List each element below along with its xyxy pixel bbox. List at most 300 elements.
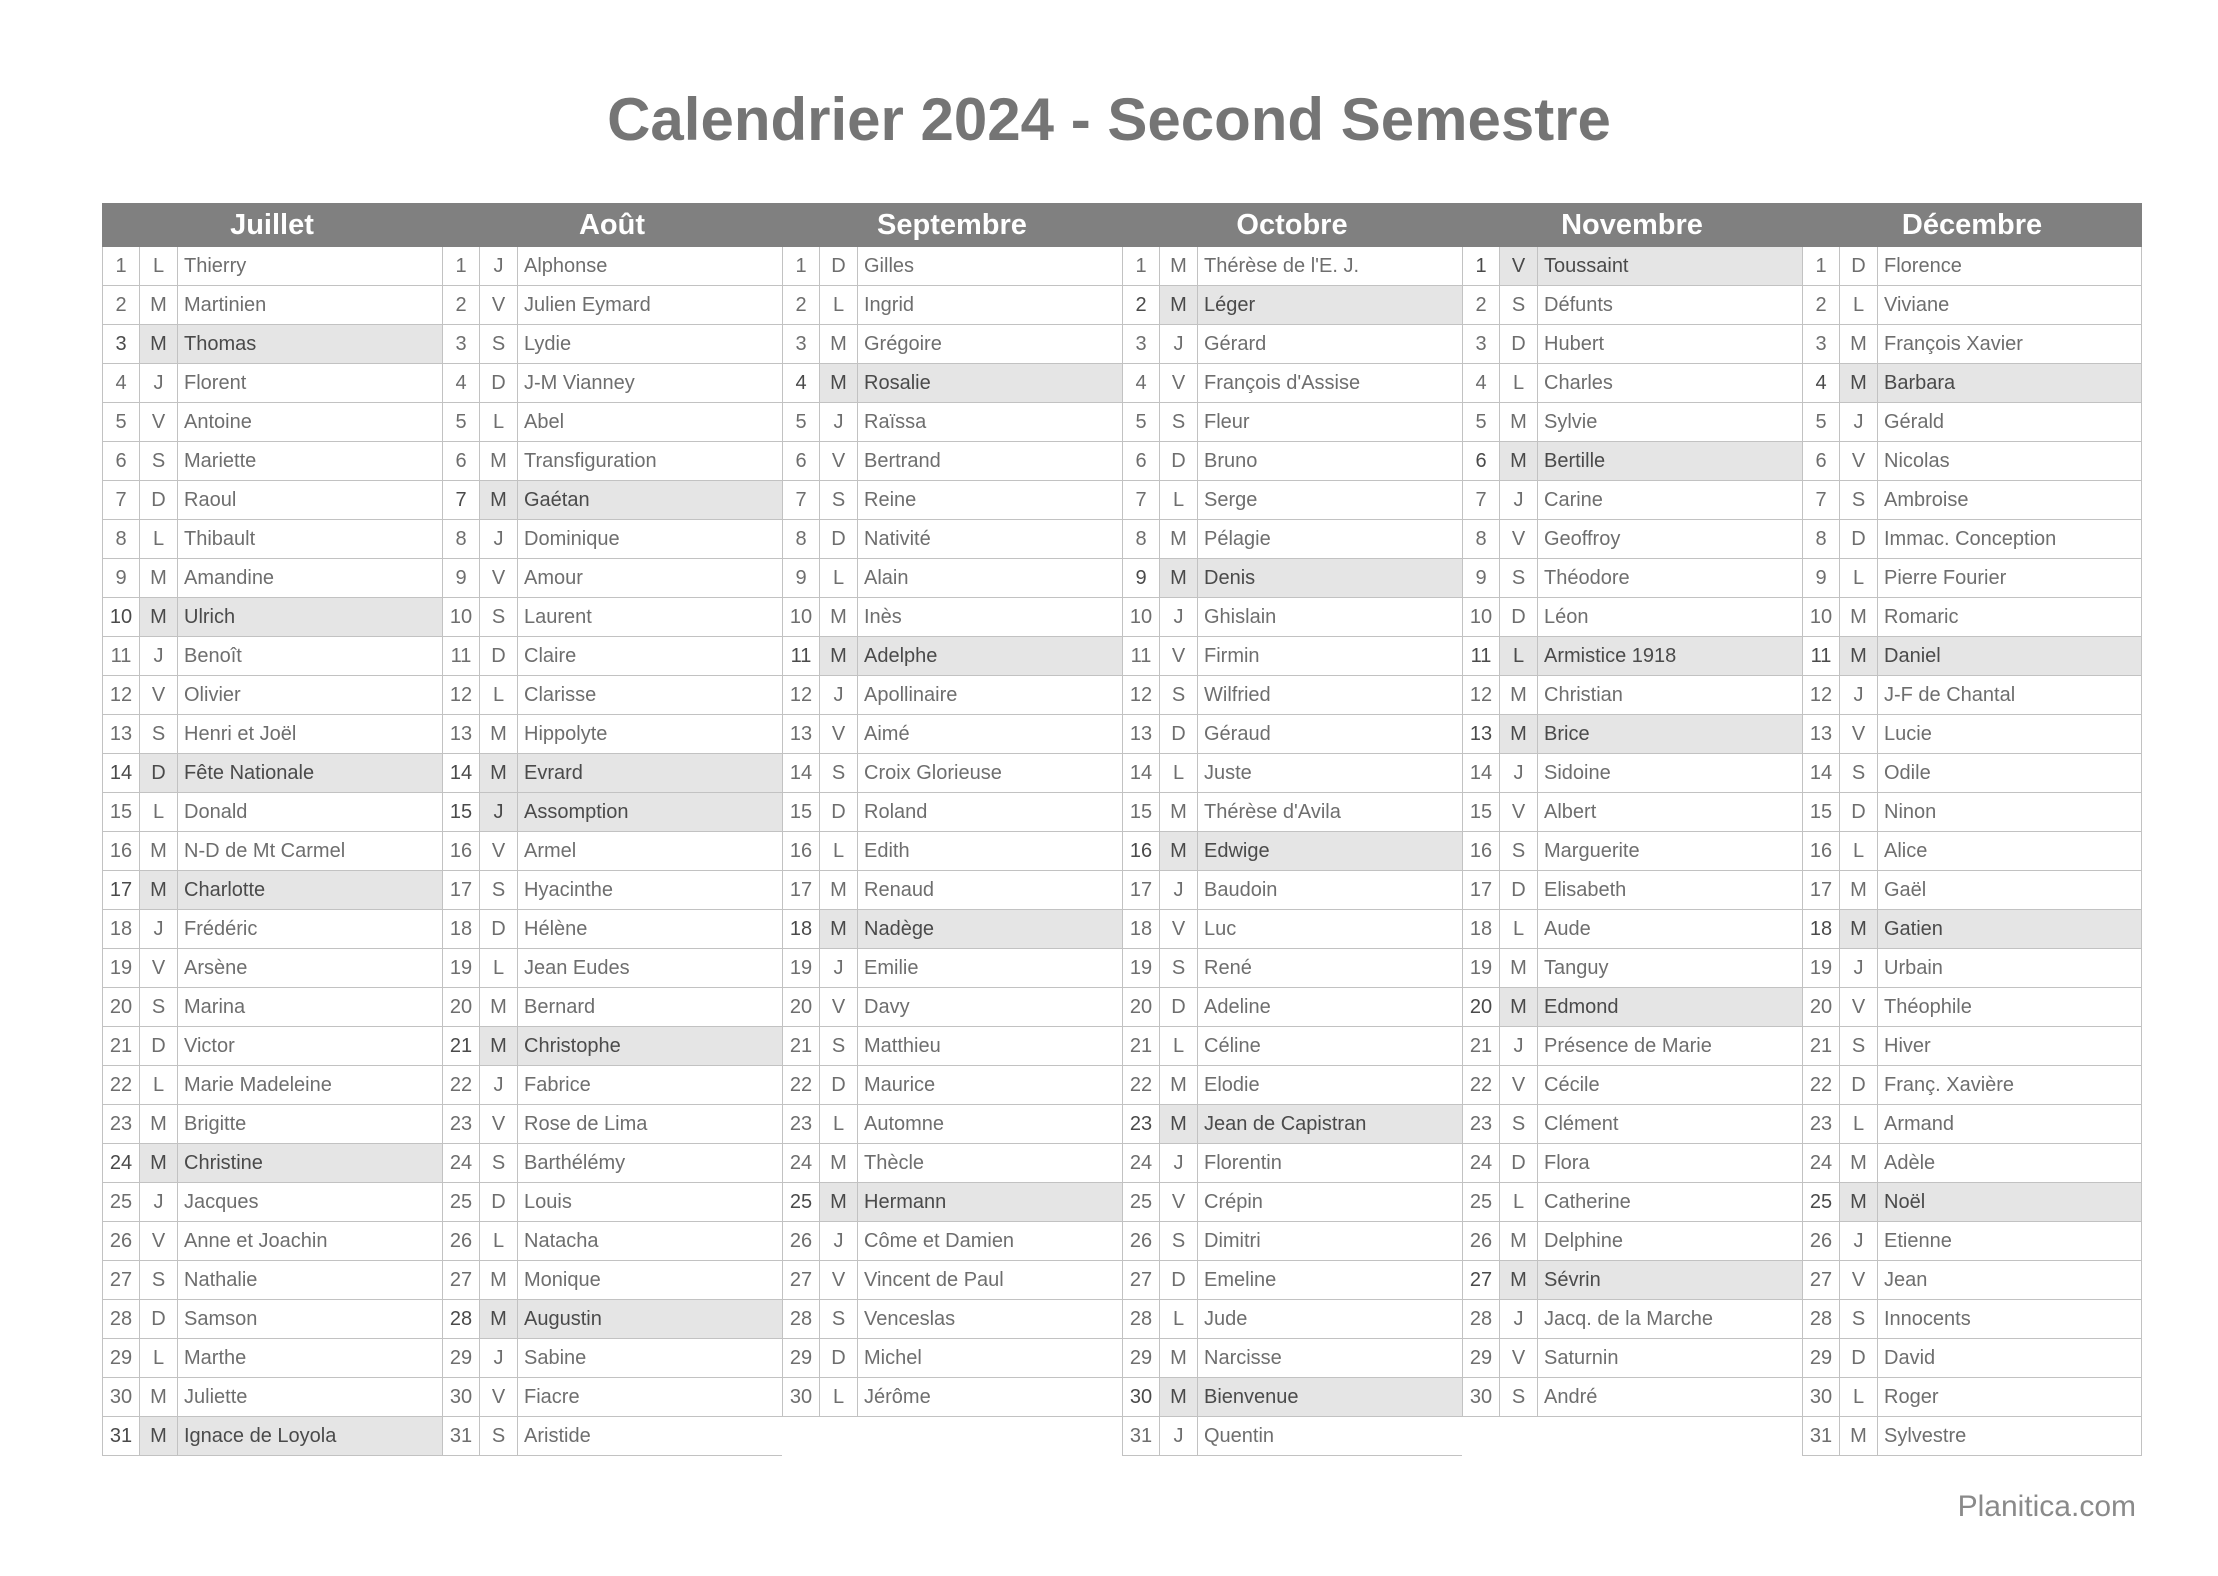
day-row [1463, 871, 1802, 910]
saint-name: Arsène [184, 957, 248, 979]
day-row [1123, 637, 1462, 676]
day-row [103, 676, 442, 715]
saint-name: Raoul [184, 489, 237, 511]
day-number: 31 [1803, 1417, 1840, 1455]
day-of-week: V [820, 715, 858, 753]
saint-name: Fabrice [524, 1074, 591, 1096]
day-of-week: D [140, 754, 178, 792]
day-number: 27 [1803, 1261, 1840, 1299]
saint-name: Bruno [1204, 450, 1258, 472]
saint-name: Présence de Marie [1544, 1035, 1712, 1057]
day-number: 15 [103, 793, 140, 831]
day-of-week: J [1840, 403, 1878, 441]
day-number: 29 [1803, 1339, 1840, 1377]
day-row [783, 1183, 1122, 1222]
day-of-week: S [1500, 559, 1538, 597]
day-row [103, 988, 442, 1027]
saint-name: Cécile [1544, 1074, 1600, 1096]
day-row [443, 1144, 782, 1183]
saint-name: David [1884, 1347, 1936, 1369]
day-number: 30 [1123, 1378, 1160, 1416]
day-of-week: L [1500, 1183, 1538, 1221]
saint-name: Aristide [524, 1425, 591, 1447]
day-of-week: V [140, 676, 178, 714]
day-row [783, 1144, 1122, 1183]
saint-name: Ambroise [1884, 489, 1969, 511]
day-of-week: S [1840, 1027, 1878, 1065]
saint-name: Martinien [184, 294, 267, 316]
day-of-week: M [1500, 676, 1538, 714]
day-row [1463, 1105, 1802, 1144]
day-row [1123, 793, 1462, 832]
day-row [1803, 1339, 2141, 1378]
day-number: 7 [1803, 481, 1840, 519]
day-number: 5 [1123, 403, 1160, 441]
day-number: 4 [1463, 364, 1500, 402]
day-of-week: M [480, 754, 518, 792]
day-of-week: L [1500, 364, 1538, 402]
day-number: 28 [1463, 1300, 1500, 1338]
day-row [1463, 364, 1802, 403]
saint-name: Armand [1884, 1113, 1955, 1135]
day-number: 29 [1463, 1339, 1500, 1377]
saint-name: Davy [864, 996, 910, 1018]
saint-name: Alain [864, 567, 909, 589]
day-row [443, 1066, 782, 1105]
day-row [1803, 637, 2141, 676]
day-row [443, 1183, 782, 1222]
day-row [1463, 1300, 1802, 1339]
saint-name: Nadège [864, 918, 935, 940]
day-of-week: L [140, 520, 178, 558]
saint-name: Céline [1204, 1035, 1261, 1057]
day-row [1123, 988, 1462, 1027]
day-number: 10 [1463, 598, 1500, 636]
day-number: 9 [443, 559, 480, 597]
day-number: 14 [103, 754, 140, 792]
day-row [443, 286, 782, 325]
day-row [1463, 1027, 1802, 1066]
saint-name: Sévrin [1544, 1269, 1601, 1291]
day-of-week: M [820, 364, 858, 402]
day-number: 22 [1123, 1066, 1160, 1104]
day-row [1803, 403, 2141, 442]
day-of-week: S [140, 715, 178, 753]
saint-name: Emilie [864, 957, 919, 979]
day-of-week: M [820, 637, 858, 675]
day-of-week: M [140, 598, 178, 636]
day-of-week: V [820, 988, 858, 1026]
day-of-week: L [140, 1066, 178, 1104]
day-of-week: M [140, 559, 178, 597]
day-number: 28 [783, 1300, 820, 1338]
saint-name: Immac. Conception [1884, 528, 2057, 550]
day-number: 12 [1123, 676, 1160, 714]
saint-name: Florentin [1204, 1152, 1282, 1174]
day-of-week: M [1500, 949, 1538, 987]
day-of-week: L [480, 949, 518, 987]
day-of-week: D [1500, 871, 1538, 909]
day-of-week: M [1160, 247, 1198, 285]
day-row [1123, 247, 1462, 286]
day-row [1803, 559, 2141, 598]
day-number: 20 [443, 988, 480, 1026]
day-row [443, 1339, 782, 1378]
day-row [783, 832, 1122, 871]
page-title: Calendrier 2024 - Second Semestre [607, 86, 1611, 153]
saint-name: Clarisse [524, 684, 597, 706]
day-number: 18 [103, 910, 140, 948]
saint-name: Antoine [184, 411, 252, 433]
day-of-week: S [1160, 949, 1198, 987]
day-number: 25 [443, 1183, 480, 1221]
day-row [1803, 325, 2141, 364]
saint-name: René [1204, 957, 1252, 979]
saint-name: Edwige [1204, 840, 1270, 862]
day-row [1123, 442, 1462, 481]
day-row [1803, 247, 2141, 286]
day-number: 24 [443, 1144, 480, 1182]
day-row [1123, 598, 1462, 637]
month-column-6 [1802, 203, 2142, 1456]
day-number: 6 [103, 442, 140, 480]
day-of-week: D [820, 793, 858, 831]
saint-name: Monique [524, 1269, 601, 1291]
saint-name: Juste [1204, 762, 1252, 784]
saint-name: Olivier [184, 684, 241, 706]
day-number: 18 [443, 910, 480, 948]
saint-name: Odile [1884, 762, 1931, 784]
day-row [783, 1300, 1122, 1339]
day-of-week: V [140, 949, 178, 987]
saint-name: Bienvenue [1204, 1386, 1299, 1408]
day-of-week: L [1840, 1105, 1878, 1143]
day-number: 20 [783, 988, 820, 1026]
day-of-week: J [1160, 871, 1198, 909]
day-of-week: J [480, 247, 518, 285]
day-of-week: M [140, 871, 178, 909]
day-of-week: S [1500, 286, 1538, 324]
day-row [1463, 442, 1802, 481]
saint-name: Elisabeth [1544, 879, 1627, 901]
brand-footer[interactable]: Planitica.com [1957, 1490, 2136, 1523]
day-number: 5 [783, 403, 820, 441]
day-number: 23 [103, 1105, 140, 1143]
day-of-week: V [1160, 1183, 1198, 1221]
day-of-week: J [820, 949, 858, 987]
day-row [443, 1222, 782, 1261]
day-of-week: M [480, 988, 518, 1026]
day-of-week: M [1500, 1222, 1538, 1260]
saint-name: Jacques [184, 1191, 259, 1213]
saint-name: Hippolyte [524, 723, 608, 745]
day-row [103, 910, 442, 949]
day-number: 11 [103, 637, 140, 675]
saint-name: Charlotte [184, 879, 266, 901]
day-row [1803, 871, 2141, 910]
day-row [1803, 1066, 2141, 1105]
saint-name: Sidoine [1544, 762, 1611, 784]
day-of-week: M [1840, 1417, 1878, 1455]
day-number: 28 [1803, 1300, 1840, 1338]
saint-name: Barbara [1884, 372, 1956, 394]
saint-name: Croix Glorieuse [864, 762, 1002, 784]
day-of-week: M [480, 481, 518, 519]
saint-name: Aimé [864, 723, 910, 745]
day-number: 19 [103, 949, 140, 987]
day-number: 26 [443, 1222, 480, 1260]
day-of-week: L [480, 676, 518, 714]
saint-name: François Xavier [1884, 333, 2023, 355]
day-row [1463, 1339, 1802, 1378]
saint-name: Viviane [1884, 294, 1950, 316]
day-row [443, 949, 782, 988]
day-number: 24 [103, 1144, 140, 1182]
day-number: 27 [1123, 1261, 1160, 1299]
day-number: 10 [443, 598, 480, 636]
day-of-week: J [1840, 676, 1878, 714]
day-number: 1 [103, 247, 140, 285]
saint-name: Théodore [1544, 567, 1630, 589]
saint-name: Amandine [184, 567, 275, 589]
day-row [1803, 676, 2141, 715]
day-row [443, 325, 782, 364]
day-number: 14 [783, 754, 820, 792]
day-of-week: M [140, 1378, 178, 1416]
day-row [1803, 754, 2141, 793]
saint-name: Gatien [1884, 918, 1943, 940]
day-list [442, 247, 782, 1456]
saint-name: Abel [524, 411, 565, 433]
day-number: 25 [1123, 1183, 1160, 1221]
saint-name: André [1544, 1386, 1598, 1408]
day-of-week: S [1160, 676, 1198, 714]
day-number: 21 [103, 1027, 140, 1065]
day-row [103, 442, 442, 481]
saint-name: Sylvestre [1884, 1425, 1967, 1447]
day-number: 3 [1123, 325, 1160, 363]
day-number: 1 [443, 247, 480, 285]
day-of-week: M [140, 325, 178, 363]
day-row [783, 949, 1122, 988]
saint-name: Laurent [524, 606, 592, 628]
saint-name: Julien Eymard [524, 294, 651, 316]
day-of-week: J [820, 403, 858, 441]
day-of-week: M [1500, 442, 1538, 480]
saint-name: Thomas [184, 333, 257, 355]
day-of-week: S [1840, 754, 1878, 792]
day-of-week: V [1500, 1339, 1538, 1377]
day-of-week: S [820, 754, 858, 792]
saint-name: Alphonse [524, 255, 608, 277]
day-of-week: S [480, 598, 518, 636]
day-of-week: M [1160, 1378, 1198, 1416]
day-row [1803, 1222, 2141, 1261]
day-of-week: D [1840, 1066, 1878, 1104]
day-number: 29 [1123, 1339, 1160, 1377]
day-number: 21 [783, 1027, 820, 1065]
day-number: 24 [1123, 1144, 1160, 1182]
saint-name: Assomption [524, 801, 629, 823]
day-number: 27 [783, 1261, 820, 1299]
day-of-week: V [1840, 988, 1878, 1026]
saint-name: Anne et Joachin [184, 1230, 328, 1252]
day-row [783, 364, 1122, 403]
day-row [783, 1066, 1122, 1105]
day-number: 28 [1123, 1300, 1160, 1338]
day-number: 26 [1463, 1222, 1500, 1260]
saint-name: Venceslas [864, 1308, 956, 1330]
saint-name: Emeline [1204, 1269, 1277, 1291]
day-of-week: M [1840, 325, 1878, 363]
day-number: 13 [103, 715, 140, 753]
day-number: 31 [1123, 1417, 1160, 1455]
day-row [783, 1222, 1122, 1261]
day-of-week: J [480, 1066, 518, 1104]
day-row [1803, 832, 2141, 871]
day-of-week: S [480, 1417, 518, 1455]
day-number: 29 [443, 1339, 480, 1377]
day-of-week: L [140, 247, 178, 285]
day-number: 5 [1463, 403, 1500, 441]
day-of-week: V [820, 442, 858, 480]
day-number: 3 [783, 325, 820, 363]
day-row [103, 1222, 442, 1261]
saint-name: Roland [864, 801, 928, 823]
day-row [103, 1105, 442, 1144]
day-number: 13 [1463, 715, 1500, 753]
saint-name: Lucie [1884, 723, 1932, 745]
day-number: 13 [443, 715, 480, 753]
day-number: 8 [1803, 520, 1840, 558]
day-row [1123, 1027, 1462, 1066]
day-number: 17 [443, 871, 480, 909]
day-of-week: M [480, 442, 518, 480]
saint-name: Etienne [1884, 1230, 1952, 1252]
day-row [783, 1027, 1122, 1066]
saint-name: Ninon [1884, 801, 1937, 823]
day-row [103, 286, 442, 325]
saint-name: Jean [1884, 1269, 1928, 1291]
day-of-week: D [140, 1300, 178, 1338]
day-number: 7 [103, 481, 140, 519]
day-row [443, 832, 782, 871]
day-of-week: J [1160, 1417, 1198, 1455]
day-row [1803, 481, 2141, 520]
day-number: 18 [1463, 910, 1500, 948]
day-row [783, 247, 1122, 286]
saint-name: Daniel [1884, 645, 1941, 667]
day-of-week: L [140, 1339, 178, 1377]
day-row [783, 793, 1122, 832]
day-number: 1 [783, 247, 820, 285]
day-row [443, 1027, 782, 1066]
saint-name: Inès [864, 606, 902, 628]
day-of-week: V [1500, 520, 1538, 558]
saint-name: Bernard [524, 996, 596, 1018]
day-number: 25 [783, 1183, 820, 1221]
saint-name: Raïssa [864, 411, 927, 433]
day-number: 25 [103, 1183, 140, 1221]
saint-name: Claire [524, 645, 577, 667]
saint-name: Delphine [1544, 1230, 1623, 1252]
day-of-week: J [480, 1339, 518, 1377]
day-of-week: L [1160, 754, 1198, 792]
day-row [783, 1105, 1122, 1144]
day-row [443, 1417, 782, 1456]
day-row [103, 598, 442, 637]
day-row [1463, 793, 1802, 832]
day-row [443, 988, 782, 1027]
month-column-1 [102, 203, 442, 1456]
day-row [1803, 793, 2141, 832]
saint-name: Augustin [524, 1308, 602, 1330]
day-number: 16 [783, 832, 820, 870]
day-number: 5 [103, 403, 140, 441]
day-number: 12 [103, 676, 140, 714]
day-number: 30 [1463, 1378, 1500, 1416]
day-number: 22 [443, 1066, 480, 1104]
day-of-week: L [1160, 1300, 1198, 1338]
day-row [103, 1378, 442, 1417]
day-number: 6 [443, 442, 480, 480]
day-of-week: M [1840, 910, 1878, 948]
day-number: 1 [1463, 247, 1500, 285]
day-number: 8 [1123, 520, 1160, 558]
day-of-week: S [1840, 481, 1878, 519]
day-number: 21 [443, 1027, 480, 1065]
day-number: 15 [783, 793, 820, 831]
saint-name: Adelphe [864, 645, 938, 667]
day-of-week: D [1160, 988, 1198, 1026]
day-row [1123, 1144, 1462, 1183]
day-number: 7 [1123, 481, 1160, 519]
saint-name: Amour [524, 567, 583, 589]
day-number: 22 [1803, 1066, 1840, 1104]
saint-name: Evrard [524, 762, 583, 784]
saint-name: Jacq. de la Marche [1544, 1308, 1713, 1330]
saint-name: Donald [184, 801, 248, 823]
day-of-week: M [1500, 715, 1538, 753]
saint-name: Nicolas [1884, 450, 1950, 472]
day-row [103, 1144, 442, 1183]
day-row [103, 520, 442, 559]
day-row [103, 364, 442, 403]
day-of-week: M [1160, 793, 1198, 831]
saint-name: Bertrand [864, 450, 941, 472]
day-of-week: M [1160, 286, 1198, 324]
day-row [1463, 481, 1802, 520]
saint-name: Albert [1544, 801, 1597, 823]
day-of-week: V [1160, 637, 1198, 675]
saint-name: Transfiguration [524, 450, 657, 472]
saint-name: Florent [184, 372, 247, 394]
day-row [783, 676, 1122, 715]
day-row [1123, 1105, 1462, 1144]
saint-name: Barthélémy [524, 1152, 626, 1174]
day-number: 1 [1123, 247, 1160, 285]
saint-name: François d'Assise [1204, 372, 1361, 394]
day-number: 10 [1123, 598, 1160, 636]
month-column-4 [1122, 203, 1462, 1456]
day-of-week: M [140, 1105, 178, 1143]
day-of-week: M [1500, 1261, 1538, 1299]
saint-name: Dimitri [1204, 1230, 1261, 1252]
saint-name: Théophile [1884, 996, 1972, 1018]
day-of-week: D [1840, 793, 1878, 831]
day-of-week: V [480, 832, 518, 870]
saint-name: Baudoin [1204, 879, 1278, 901]
